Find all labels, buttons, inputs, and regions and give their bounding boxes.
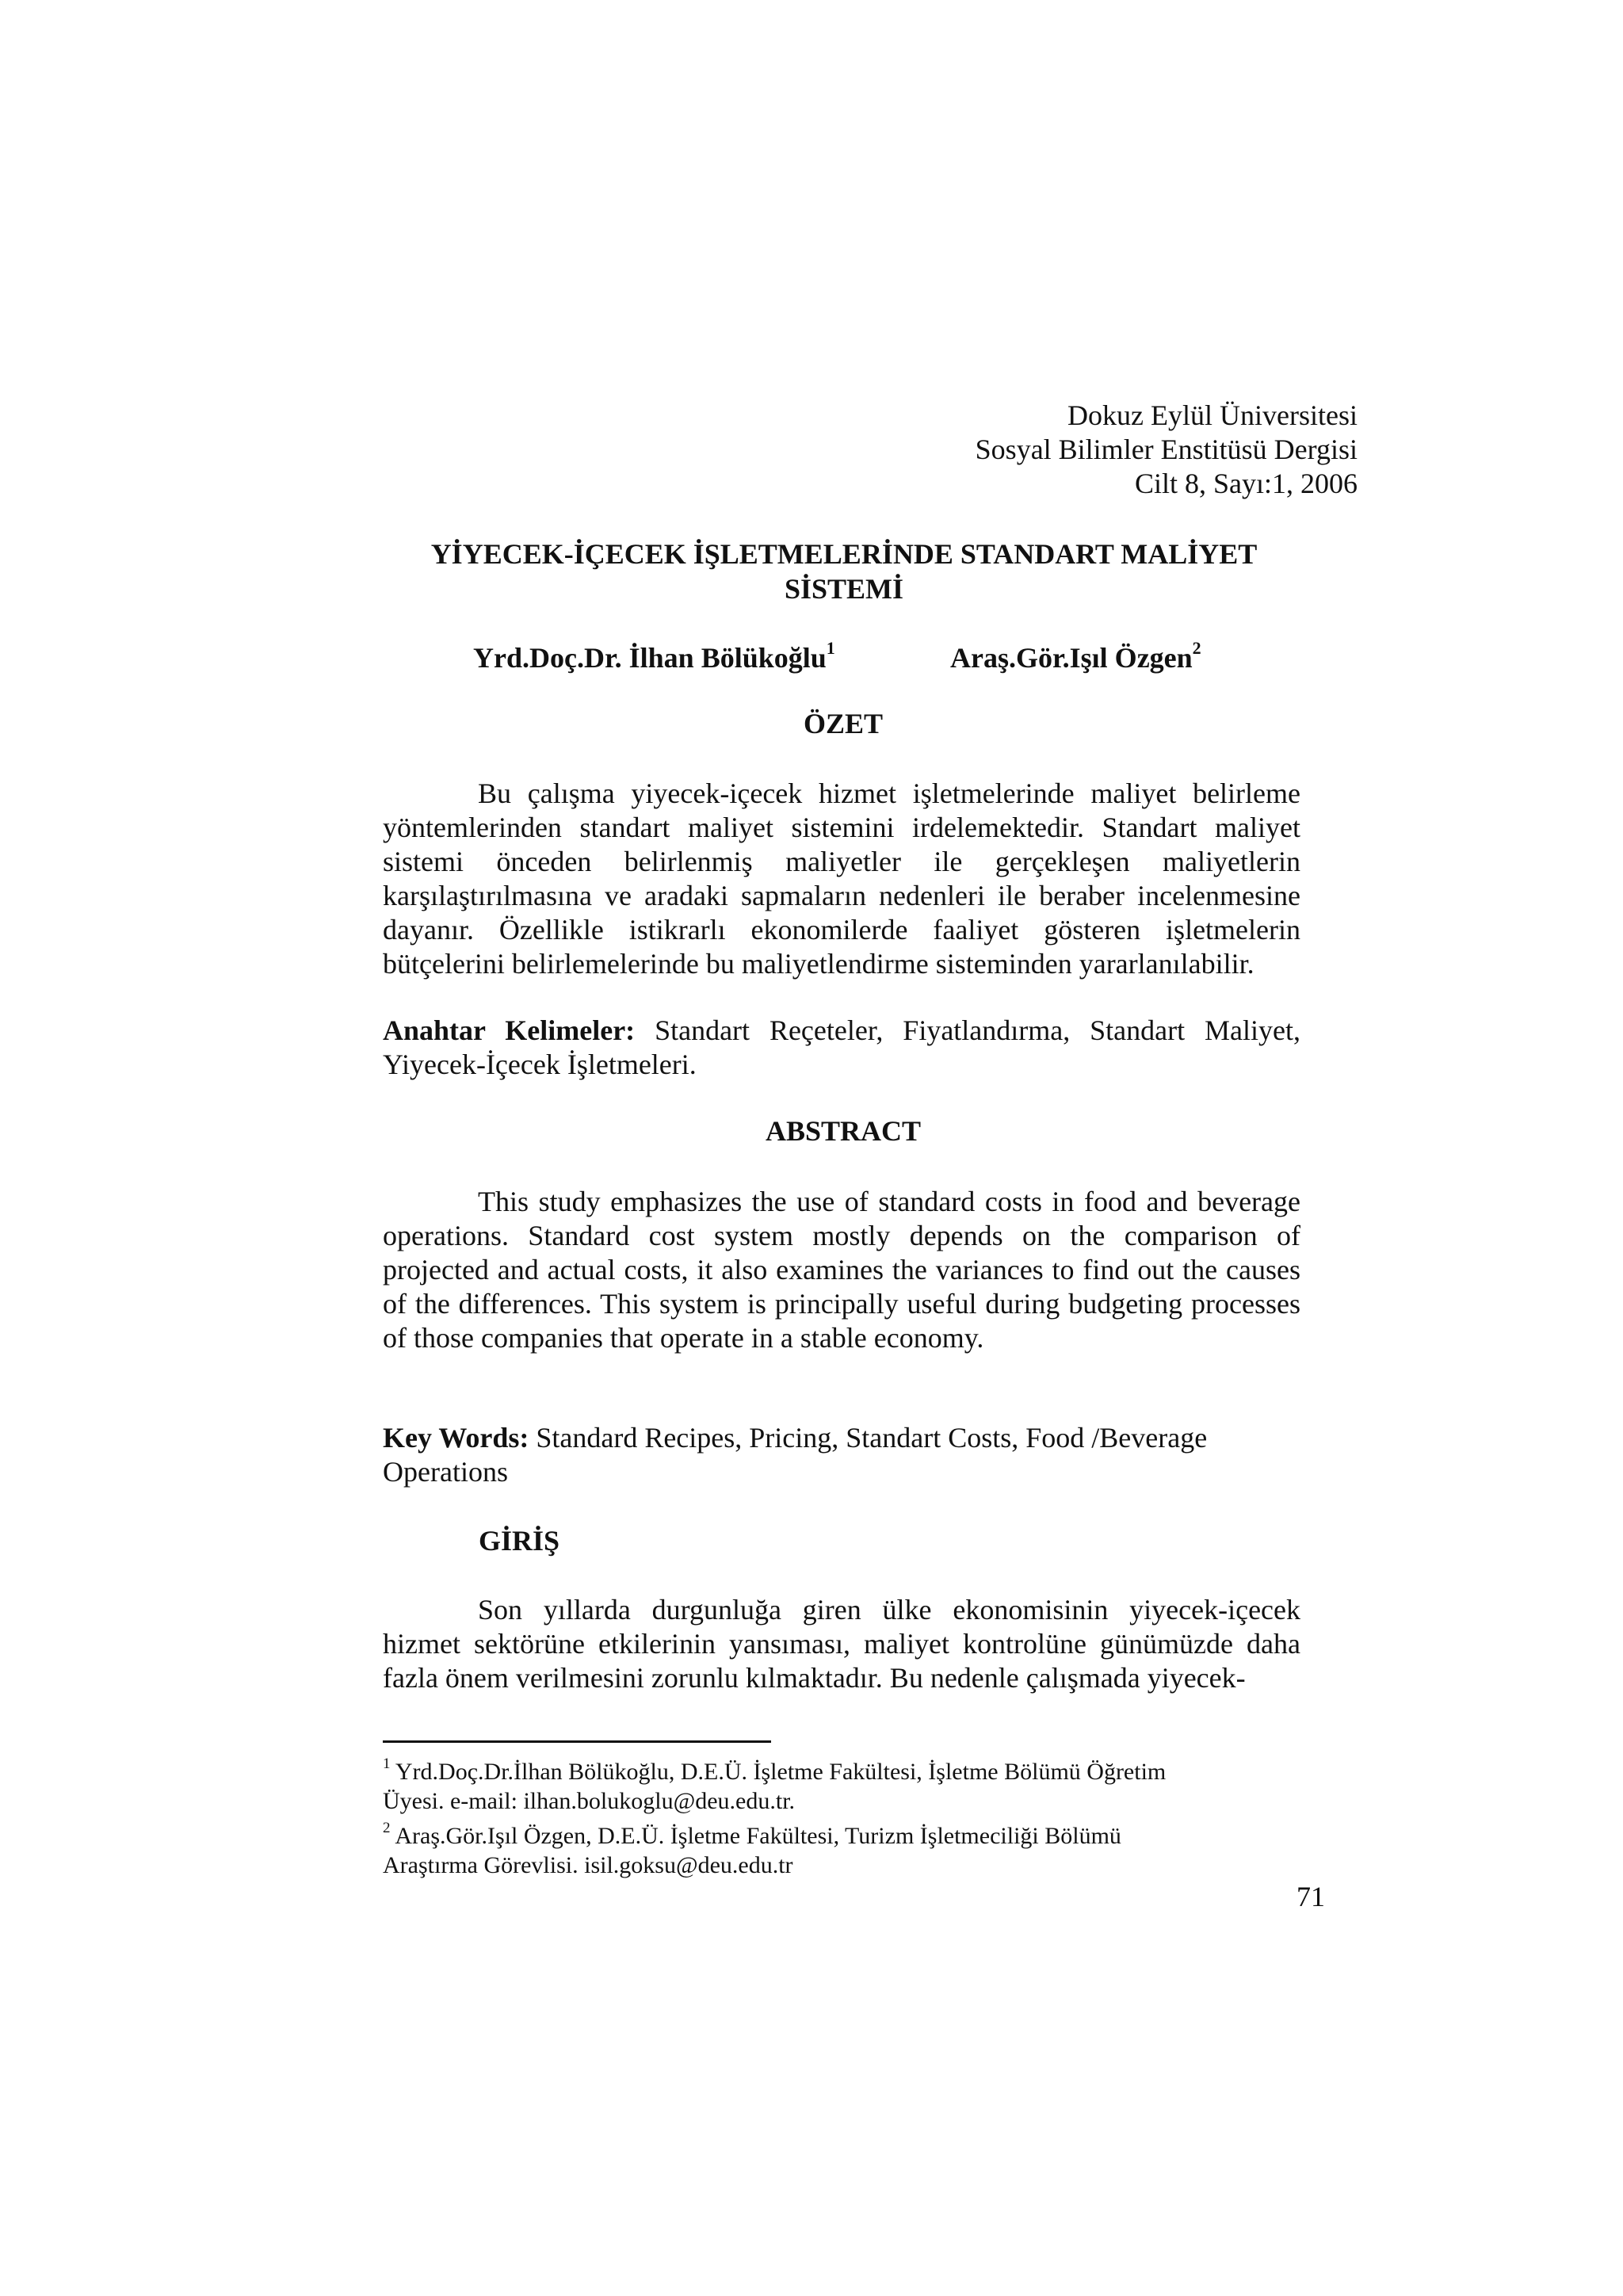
footnote-2-line-2: Araştırma Görevlisi. isil.goksu@deu.edu.tr [383, 1852, 793, 1878]
abstract-paragraph [383, 1185, 1300, 1355]
key-words [383, 1421, 1286, 1489]
footnote-1 [383, 1752, 1302, 1816]
journal-volume: Cilt 8, Sayı:1, 2006 [1134, 468, 1358, 499]
author-1-footnote-mark: 1 [826, 638, 835, 658]
journal-name: Sosyal Bilimler Enstitüsü Dergisi [975, 434, 1358, 465]
author-2-footnote-mark: 2 [1192, 638, 1201, 658]
giris-text: Son yıllarda durgunluğa giren ülke ekonomisinin yiyecek-içecek hizmet sektörüne etkilerinin yansıması, maliyet kontrolüne günümüzde daha fazla önem verilmesini zorunlu kılmaktadır. Bu nedenle çalışmada yiyecek- [383, 1594, 1300, 1694]
anahtar-kelimeler-label: Anahtar Kelimeler: [383, 1014, 636, 1046]
footnotes [383, 1752, 1302, 1880]
anahtar-kelimeler [383, 1014, 1300, 1082]
author-2-name: Araş.Gör.Işıl Özgen [950, 642, 1193, 674]
key-words-text: Standard Recipes, Pricing, Standart Costs, Food /Beverage Operations [383, 1422, 1208, 1488]
paper-title-line-2: SİSTEMİ [784, 573, 904, 605]
page-number: 71 [1296, 1881, 1325, 1912]
paper-title [380, 537, 1308, 606]
ozet-heading: ÖZET [803, 708, 884, 739]
journal-university: Dokuz Eylül Üniversitesi [1067, 399, 1358, 431]
giris-paragraph [383, 1593, 1300, 1695]
abstract-text: This study emphasizes the use of standard costs in food and beverage operations. Standard cost system mostly depends on the comparison of projected and actual costs, it also examines the variances to find out the causes of the differences. This system is principally useful during budgeting processes of those companies that operate in a stable economy. [383, 1186, 1300, 1354]
footnote-1-mark: 1 [383, 1755, 391, 1772]
footnote-2-mark: 2 [383, 1820, 391, 1836]
ozet-text: Bu çalışma yiyecek-içecek hizmet işletmelerinde maliyet belirleme yöntemlerinden standart maliyet sistemini irdelemektedir. Standart maliyet sistemi önceden belirlenmiş maliyetler ile gerçekleşen maliyetlerin karşılaştırılmasına ve aradaki sapmaların nedenleri ile beraber incelenmesine dayanır. Özellikle istikrarlı ekonomilerde faaliyet gösteren işletmelerin bütçelerini belirlemelerinde bu maliyetlendirme sisteminden yararlanılabilir. [383, 777, 1300, 980]
paper-title-line-1: YİYECEK-İÇECEK İŞLETMELERİNDE STANDART MALİYET [430, 538, 1258, 570]
author-2 [950, 634, 1201, 675]
key-words-label: Key Words: [383, 1422, 529, 1454]
author-1-name: Yrd.Doç.Dr. İlhan Bölükoğlu [473, 642, 827, 674]
footnote-2 [383, 1816, 1302, 1880]
anahtar-kelimeler-text: Standart Reçeteler, Fiyatlandırma, Standart Maliyet, Yiyecek-İçecek İşletmeleri. [383, 1014, 1301, 1080]
footnote-divider [383, 1740, 771, 1743]
journal-header [803, 399, 1358, 501]
author-1 [473, 634, 835, 675]
footnote-1-line-1: Yrd.Doç.Dr.İlhan Bölükoğlu, D.E.Ü. İşletme Fakültesi, İşletme Bölümü Öğretim [390, 1759, 1167, 1785]
footnote-2-line-1: Araş.Gör.Işıl Özgen, D.E.Ü. İşletme Fakültesi, Turizm İşletmeciliği Bölümü [390, 1823, 1121, 1849]
footnote-1-line-2: Üyesi. e-mail: ilhan.bolukoglu@deu.edu.tr. [383, 1788, 796, 1814]
abstract-heading: ABSTRACT [765, 1115, 922, 1147]
giris-heading: GİRİŞ [479, 1525, 560, 1557]
ozet-paragraph [383, 777, 1300, 981]
